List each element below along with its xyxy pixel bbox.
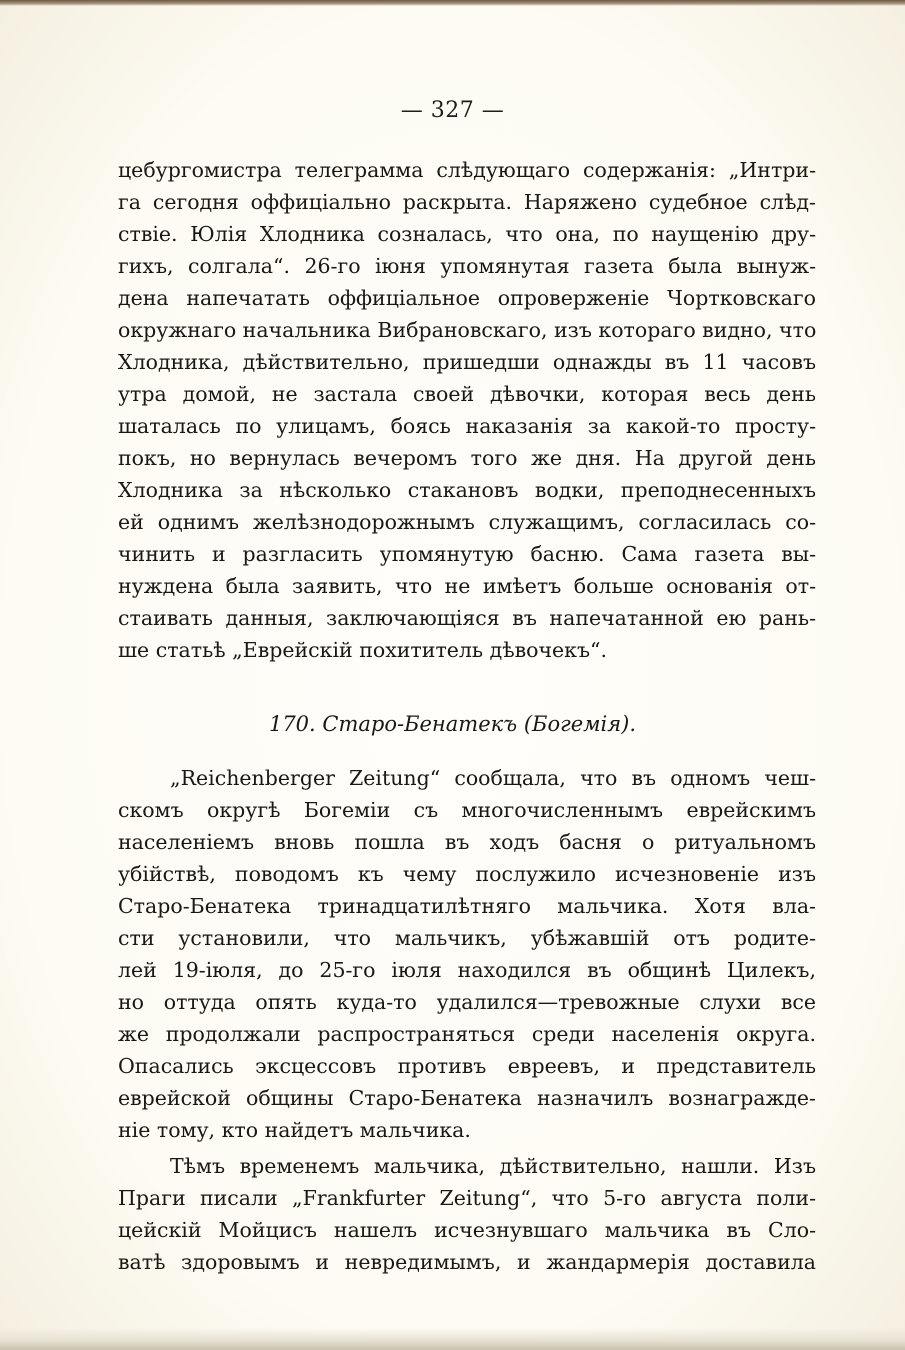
text-line: ей однимъ желѣзнодорожнымъ служащимъ, согласилась со- <box>118 510 816 534</box>
text-line: Старо-Бенатека тринадцатилѣтняго мальчика. Хотя вла- <box>118 894 816 918</box>
text-line: ствіе. Юлія Хлодника созналась, что она, по наущенію дру- <box>118 222 816 246</box>
text-line: га сегодня оффиціально раскрыта. Наряжено судебное слѣд- <box>118 190 816 214</box>
text-line: убійствѣ, поводомъ къ чему послужило исчезновеніе изъ <box>118 862 816 886</box>
text-line: „Reichenberger Zeitung“ сообщала, что въ одномъ чеш- <box>170 766 816 790</box>
text-line: Хлодника за нѣсколько стакановъ водки, преподнесенныхъ <box>118 478 816 502</box>
text-line: утра домой, не застала своей дѣвочки, которая весь день <box>118 382 816 406</box>
text-line: гихъ, солгала“. 26-го іюня упомянутая газета была вынуж- <box>118 254 816 278</box>
text-line: Хлодника, дѣйствительно, пришедши однажды въ 11 часовъ <box>118 350 816 374</box>
text-line: цейскій Мойцисъ нашелъ исчезнувшаго мальчика въ Сло- <box>118 1218 816 1242</box>
paragraph-telegram-continuation <box>118 154 816 666</box>
text-line: покъ, но вернулась вечеромъ того же дня. На другой день <box>118 446 816 470</box>
text-line: Тѣмъ временемъ мальчика, дѣйствительно, нашли. Изъ <box>170 1154 816 1178</box>
text-line: но оттуда опять куда-то удалился—тревожные слухи все <box>118 990 816 1014</box>
text-line: еврейской общины Старо-Бенатека назначилъ вознагражде- <box>118 1086 816 1110</box>
page-number: — 327 — <box>400 98 505 123</box>
page-top-edge <box>0 0 905 6</box>
text-line: Праги писали „Frankfurter Zeitung“, что 5-го августа поли- <box>118 1186 816 1210</box>
text-line: скомъ округѣ Богеміи съ многочисленнымъ еврейскимъ <box>118 798 816 822</box>
text-line: шаталась по улицамъ, боясь наказанія за какой-то просту- <box>118 414 816 438</box>
text-line: Опасались эксцессовъ противъ евреевъ, и представитель <box>118 1054 816 1078</box>
text-line: цебургомистра телеграмма слѣдующаго содержанія: „Интри- <box>118 158 816 182</box>
text-line: окружнаго начальника Вибрановскаго, изъ котораго видно, что <box>118 318 817 342</box>
text-line: населеніемъ вновь пошла въ ходъ басня о ритуальномъ <box>118 830 816 854</box>
text-line: дена напечатать оффиціальное опроверженіе Чортковскаго <box>118 286 816 310</box>
text-line: сти установили, что мальчикъ, убѣжавшій отъ родите- <box>118 926 816 950</box>
text-line: стаивать данныя, заключающіяся въ напечатанной ею рань- <box>118 606 816 630</box>
text-line: же продолжали распространяться среди населенія округа. <box>118 1022 816 1046</box>
text-line: нуждена была заявить, что не имѣетъ больше основанія от- <box>118 574 816 598</box>
section-heading: 170. Старо-Бенатекъ (Богемія). <box>268 712 637 736</box>
paragraph-boy-found <box>118 1150 816 1278</box>
text-line: лей 19-іюля, до 25-го іюля находился въ общинѣ Цилекъ, <box>118 958 816 982</box>
text-line: чинить и разгласить упомянутую басню. Сама газета вы- <box>118 542 816 566</box>
text-line: ватѣ здоровымъ и невредимымъ, и жандармерія доставила <box>118 1250 816 1274</box>
text-line: ніе тому, кто найдетъ мальчика. <box>118 1118 471 1142</box>
page-bottom-edge <box>0 1328 905 1350</box>
text-line: ше статьѣ „Еврейскій похититель дѣвочекъ“. <box>118 638 608 662</box>
paragraph-reichenberger-report <box>118 762 816 1146</box>
